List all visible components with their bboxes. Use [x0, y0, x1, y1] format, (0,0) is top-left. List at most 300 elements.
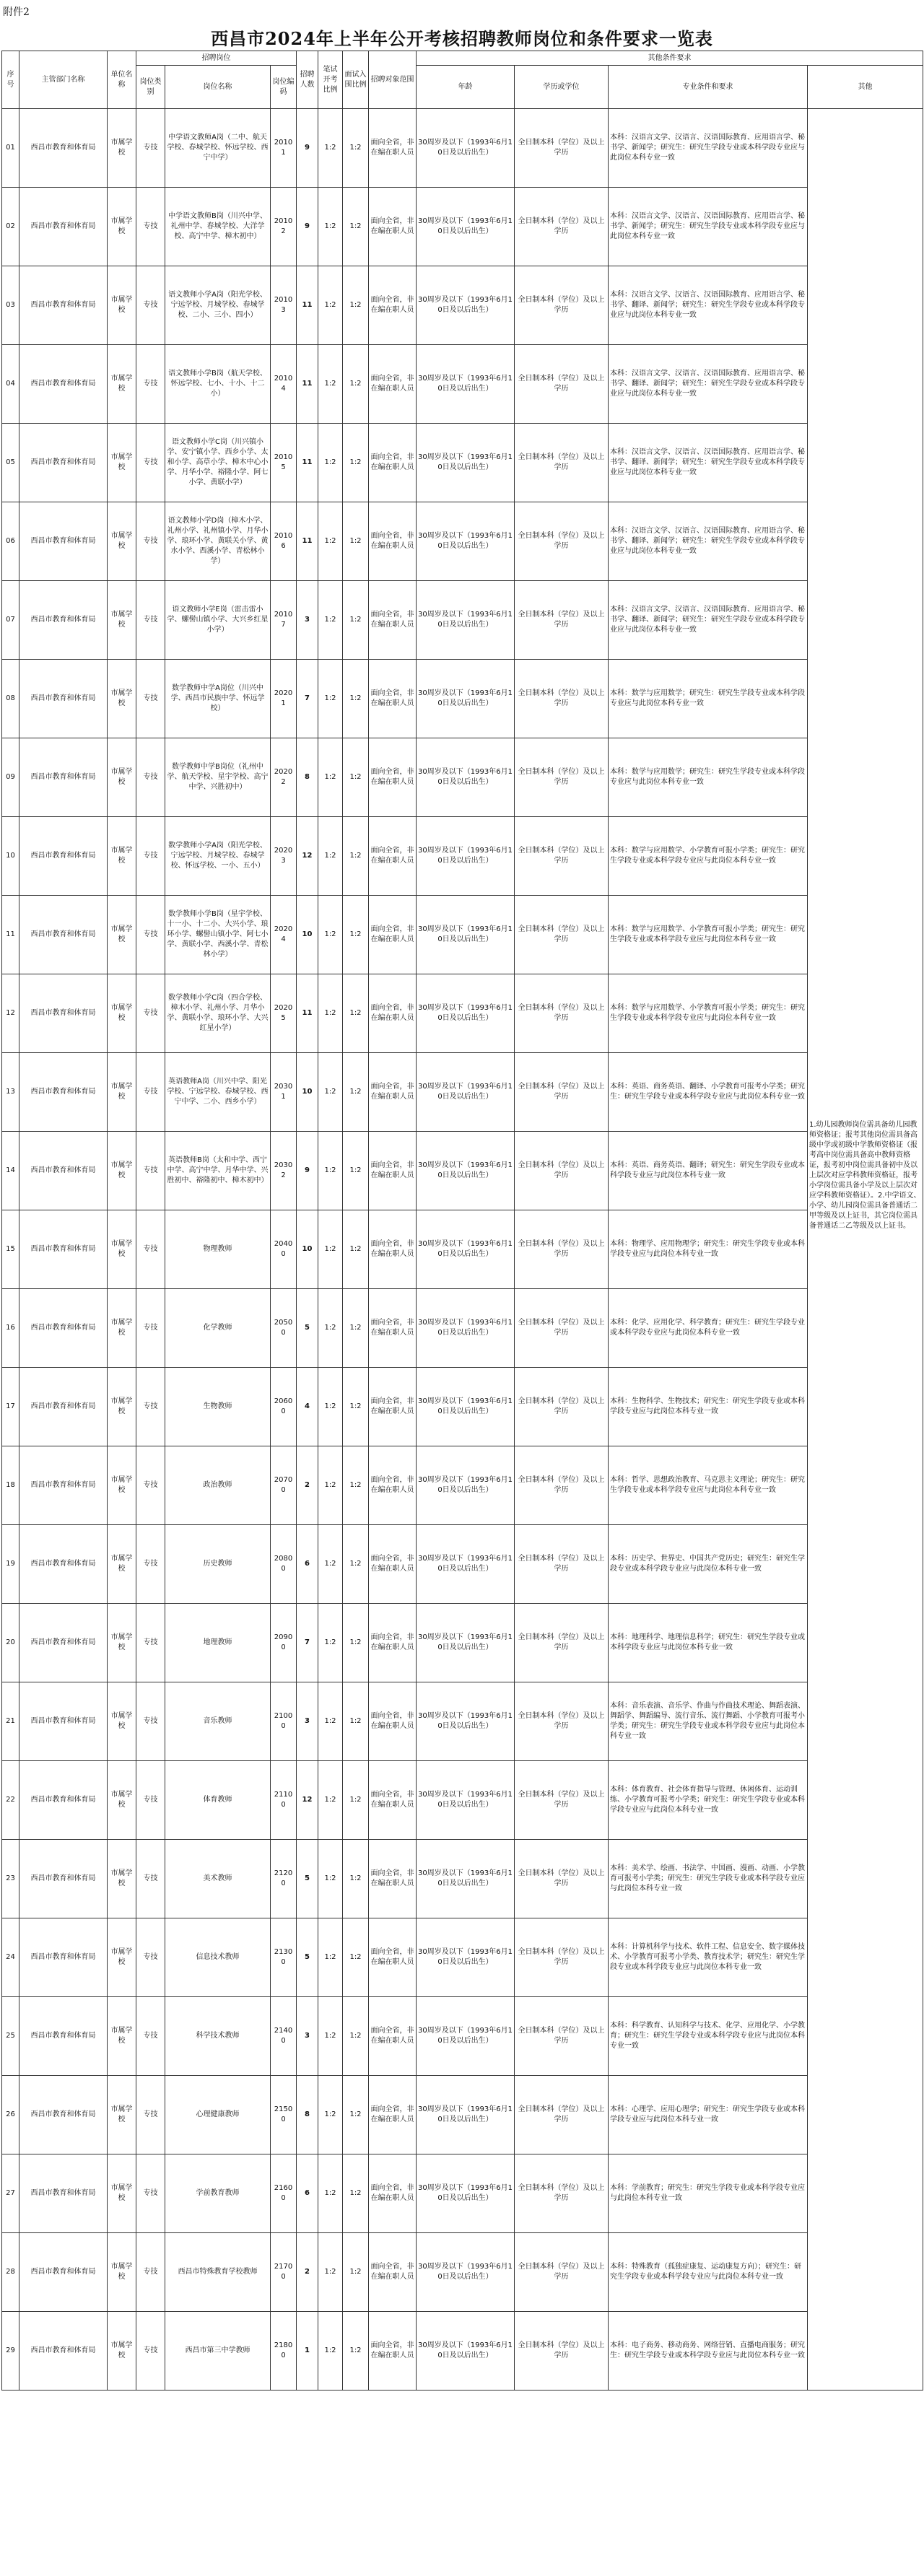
table-row	[2, 188, 923, 266]
cell-written-ratio: 1:2	[318, 2076, 343, 2154]
cell-education: 全日制本科（学位）及以上学历	[515, 109, 609, 188]
cell-recruit-count: 5	[297, 1918, 318, 1997]
cell-unit: 市属学校	[108, 1132, 136, 1210]
cell-interview-ratio: 1:2	[343, 581, 369, 660]
cell-dept: 西昌市教育和体育局	[19, 1840, 108, 1918]
cell-unit: 市属学校	[108, 1840, 136, 1918]
cell-interview-ratio: 1:2	[343, 1840, 369, 1918]
cell-recruit-count: 3	[297, 1997, 318, 2076]
cell-seq: 16	[2, 1289, 19, 1368]
cell-age: 30周岁及以下（1993年6月10日及以后出生）	[417, 1210, 515, 1289]
cell-major: 本科：特殊教育（孤独症康复、运动康复方向）；研究生：研究生学段专业或本科学段专业应与此岗位本科专业一致	[609, 2233, 808, 2312]
cell-dept: 西昌市教育和体育局	[19, 1525, 108, 1604]
cell-major: 本科：数学与应用数学；研究生：研究生学段专业或本科学段专业应与此岗位本科专业一致	[609, 660, 808, 738]
cell-target: 面向全省，非在编在职人员	[369, 581, 417, 660]
cell-major: 本科：汉语言文学、汉语言、汉语国际教育、应用语言学、秘书学、翻译、新闻学；研究生：研究生学段专业或本科学段专业应与此岗位本科专业一致	[609, 581, 808, 660]
cell-education: 全日制本科（学位）及以上学历	[515, 1997, 609, 2076]
cell-interview-ratio: 1:2	[343, 188, 369, 266]
cell-dept: 西昌市教育和体育局	[19, 2233, 108, 2312]
cell-seq: 01	[2, 109, 19, 188]
cell-unit: 市属学校	[108, 1053, 136, 1132]
cell-target: 面向全省，非在编在职人员	[369, 660, 417, 738]
cell-written-ratio: 1:2	[318, 345, 343, 424]
cell-seq: 17	[2, 1368, 19, 1446]
table-row	[2, 1446, 923, 1525]
cell-recruit-count: 9	[297, 109, 318, 188]
cell-dept: 西昌市教育和体育局	[19, 2154, 108, 2233]
table-row	[2, 1840, 923, 1918]
cell-post-code: 20104	[271, 345, 297, 424]
cell-age: 30周岁及以下（1993年6月10日及以后出生）	[417, 2154, 515, 2233]
cell-recruit-count: 6	[297, 2154, 318, 2233]
cell-post-name: 数学教师中学B岗位（礼州中学、航天学校、星宇学校、高宁中学、兴胜初中）	[165, 738, 271, 817]
cell-unit: 市属学校	[108, 1604, 136, 1682]
cell-post-name: 科学技术教师	[165, 1997, 271, 2076]
cell-unit: 市属学校	[108, 1761, 136, 1840]
cell-seq: 14	[2, 1132, 19, 1210]
cell-written-ratio: 1:2	[318, 974, 343, 1053]
table-row	[2, 896, 923, 974]
cell-education: 全日制本科（学位）及以上学历	[515, 1682, 609, 1761]
cell-major: 本科：生物科学、生物技术；研究生：研究生学段专业或本科学段专业应与此岗位本科专业一致	[609, 1368, 808, 1446]
cell-post-category: 专技	[136, 266, 165, 345]
cell-unit: 市属学校	[108, 1997, 136, 2076]
cell-unit: 市属学校	[108, 1525, 136, 1604]
cell-unit: 市属学校	[108, 109, 136, 188]
cell-major: 本科：哲学、思想政治教育、马克思主义理论；研究生：研究生学段专业或本科学段专业应与此岗位本科专业一致	[609, 1446, 808, 1525]
table-row	[2, 424, 923, 502]
cell-target: 面向全省，非在编在职人员	[369, 345, 417, 424]
cell-post-category: 专技	[136, 1053, 165, 1132]
cell-seq: 07	[2, 581, 19, 660]
cell-unit: 市属学校	[108, 266, 136, 345]
table-row	[2, 1997, 923, 2076]
cell-seq: 25	[2, 1997, 19, 2076]
cell-interview-ratio: 1:2	[343, 502, 369, 581]
cell-recruit-count: 11	[297, 266, 318, 345]
cell-education: 全日制本科（学位）及以上学历	[515, 2312, 609, 2391]
table-row	[2, 660, 923, 738]
header-dept: 主管部门名称	[19, 51, 108, 109]
cell-age: 30周岁及以下（1993年6月10日及以后出生）	[417, 581, 515, 660]
cell-written-ratio: 1:2	[318, 2233, 343, 2312]
cell-post-category: 专技	[136, 2076, 165, 2154]
table-row	[2, 817, 923, 896]
cell-dept: 西昌市教育和体育局	[19, 345, 108, 424]
cell-post-name: 美术教师	[165, 1840, 271, 1918]
cell-unit: 市属学校	[108, 581, 136, 660]
cell-post-name: 语文教师小学A岗（阳光学校、宁远学校、月城学校、春城学校、二小、三小、四小）	[165, 266, 271, 345]
cell-education: 全日制本科（学位）及以上学历	[515, 738, 609, 817]
cell-age: 30周岁及以下（1993年6月10日及以后出生）	[417, 1997, 515, 2076]
cell-recruit-count: 5	[297, 1289, 318, 1368]
cell-post-code: 21300	[271, 1918, 297, 1997]
cell-education: 全日制本科（学位）及以上学历	[515, 1604, 609, 1682]
cell-dept: 西昌市教育和体育局	[19, 188, 108, 266]
cell-major: 本科：英语、商务英语、翻译、小学教育可报考小学类；研究生：研究生学段专业或本科学段专业应与此岗位本科专业一致	[609, 1053, 808, 1132]
cell-target: 面向全省，非在编在职人员	[369, 424, 417, 502]
header-others: 其他	[808, 66, 923, 109]
cell-written-ratio: 1:2	[318, 1997, 343, 2076]
cell-written-ratio: 1:2	[318, 581, 343, 660]
cell-major: 本科：汉语言文学、汉语言、汉语国际教育、应用语言学、秘书学、新闻学；研究生：研究生学段专业或本科学段专业应与此岗位本科专业一致	[609, 109, 808, 188]
cell-seq: 15	[2, 1210, 19, 1289]
cell-dept: 西昌市教育和体育局	[19, 1761, 108, 1840]
cell-recruit-count: 12	[297, 1761, 318, 1840]
cell-unit: 市属学校	[108, 974, 136, 1053]
cell-dept: 西昌市教育和体育局	[19, 817, 108, 896]
cell-post-name: 数学教师小学B岗（星宇学校、十一小、十二小、大兴小学、琅环小学、螺髻山镇小学、阿七小学、黄联小学、西溪小学、青松林小学）	[165, 896, 271, 974]
cell-major: 本科：地理科学、地理信息科学；研究生：研究生学段专业或本科学段专业应与此岗位本科专业一致	[609, 1604, 808, 1682]
table-row	[2, 109, 923, 188]
cell-recruit-count: 11	[297, 974, 318, 1053]
cell-written-ratio: 1:2	[318, 1132, 343, 1210]
cell-seq: 22	[2, 1761, 19, 1840]
cell-post-code: 21000	[271, 1682, 297, 1761]
cell-interview-ratio: 1:2	[343, 1368, 369, 1446]
cell-recruit-count: 9	[297, 1132, 318, 1210]
cell-target: 面向全省，非在编在职人员	[369, 1525, 417, 1604]
cell-post-code: 20105	[271, 424, 297, 502]
cell-post-category: 专技	[136, 817, 165, 896]
cell-recruit-count: 10	[297, 896, 318, 974]
cell-target: 面向全省，非在编在职人员	[369, 2154, 417, 2233]
cell-dept: 西昌市教育和体育局	[19, 1446, 108, 1525]
cell-age: 30周岁及以下（1993年6月10日及以后出生）	[417, 2076, 515, 2154]
cell-target: 面向全省，非在编在职人员	[369, 266, 417, 345]
cell-unit: 市属学校	[108, 2233, 136, 2312]
cell-recruit-count: 9	[297, 188, 318, 266]
cell-target: 面向全省，非在编在职人员	[369, 1289, 417, 1368]
cell-post-code: 20201	[271, 660, 297, 738]
cell-seq: 03	[2, 266, 19, 345]
cell-age: 30周岁及以下（1993年6月10日及以后出生）	[417, 1840, 515, 1918]
cell-age: 30周岁及以下（1993年6月10日及以后出生）	[417, 660, 515, 738]
cell-seq: 09	[2, 738, 19, 817]
cell-post-code: 20900	[271, 1604, 297, 1682]
cell-dept: 西昌市教育和体育局	[19, 1053, 108, 1132]
attachment-label: 附件2	[3, 6, 30, 18]
cell-interview-ratio: 1:2	[343, 1210, 369, 1289]
cell-post-code: 20205	[271, 974, 297, 1053]
cell-dept: 西昌市教育和体育局	[19, 266, 108, 345]
cell-interview-ratio: 1:2	[343, 1053, 369, 1132]
cell-post-name: 地理教师	[165, 1604, 271, 1682]
cell-post-name: 语文教师小学C岗（川兴镇小学、安宁镇小学、西乡小学、太和小学、高草小学、樟木中心小学、月华小学、裕隆小学、阿七小学、黄联小学）	[165, 424, 271, 502]
cell-education: 全日制本科（学位）及以上学历	[515, 1289, 609, 1368]
cell-post-category: 专技	[136, 1368, 165, 1446]
table-row	[2, 1289, 923, 1368]
cell-interview-ratio: 1:2	[343, 424, 369, 502]
cell-post-category: 专技	[136, 502, 165, 581]
cell-post-name: 语文教师小学E岗（雷击雷小学、螺髻山镇小学、大兴乡红星小学）	[165, 581, 271, 660]
table-row	[2, 1525, 923, 1604]
cell-recruit-count: 10	[297, 1053, 318, 1132]
cell-major: 本科：科学教育、认知科学与技术、化学、应用化学、小学教育；研究生：研究生学段专业或本科学段专业应与此岗位本科专业一致	[609, 1997, 808, 2076]
cell-unit: 市属学校	[108, 188, 136, 266]
cell-written-ratio: 1:2	[318, 266, 343, 345]
cell-unit: 市属学校	[108, 1210, 136, 1289]
header-post-code: 岗位编码	[271, 66, 297, 109]
cell-age: 30周岁及以下（1993年6月10日及以后出生）	[417, 2312, 515, 2391]
cell-target: 面向全省，非在编在职人员	[369, 502, 417, 581]
cell-target: 面向全省，非在编在职人员	[369, 2076, 417, 2154]
cell-target: 面向全省，非在编在职人员	[369, 817, 417, 896]
cell-post-code: 21400	[271, 1997, 297, 2076]
cell-post-name: 历史教师	[165, 1525, 271, 1604]
cell-target: 面向全省，非在编在职人员	[369, 1210, 417, 1289]
cell-dept: 西昌市教育和体育局	[19, 424, 108, 502]
cell-seq: 19	[2, 1525, 19, 1604]
cell-post-name: 数学教师小学A岗（阳光学校、宁远学校、月城学校、春城学校、怀远学校、一小、五小）	[165, 817, 271, 896]
cell-major: 本科：历史学、世界史、中国共产党历史；研究生：研究生学段专业或本科学段专业应与此岗位本科专业一致	[609, 1525, 808, 1604]
cell-age: 30周岁及以下（1993年6月10日及以后出生）	[417, 266, 515, 345]
cell-post-category: 专技	[136, 1525, 165, 1604]
cell-post-category: 专技	[136, 2233, 165, 2312]
cell-dept: 西昌市教育和体育局	[19, 738, 108, 817]
header-education: 学历或学位	[515, 66, 609, 109]
cell-written-ratio: 1:2	[318, 1210, 343, 1289]
cell-dept: 西昌市教育和体育局	[19, 581, 108, 660]
cell-education: 全日制本科（学位）及以上学历	[515, 974, 609, 1053]
header-unit: 单位名称	[108, 51, 136, 109]
cell-post-category: 专技	[136, 345, 165, 424]
cell-target: 面向全省，非在编在职人员	[369, 1997, 417, 2076]
cell-post-name: 音乐教师	[165, 1682, 271, 1761]
cell-post-code: 21700	[271, 2233, 297, 2312]
cell-post-category: 专技	[136, 1210, 165, 1289]
cell-dept: 西昌市教育和体育局	[19, 109, 108, 188]
cell-post-name: 心理健康教师	[165, 2076, 271, 2154]
cell-post-code: 20202	[271, 738, 297, 817]
cell-seq: 27	[2, 2154, 19, 2233]
cell-post-name: 体育教师	[165, 1761, 271, 1840]
cell-target: 面向全省，非在编在职人员	[369, 109, 417, 188]
cell-education: 全日制本科（学位）及以上学历	[515, 1525, 609, 1604]
cell-post-name: 英语教师A岗（川兴中学、阳光学校、宁远学校、春城学校、西宁中学、二小、西乡小学）	[165, 1053, 271, 1132]
cell-unit: 市属学校	[108, 817, 136, 896]
cell-seq: 20	[2, 1604, 19, 1682]
cell-target: 面向全省，非在编在职人员	[369, 974, 417, 1053]
cell-education: 全日制本科（学位）及以上学历	[515, 2154, 609, 2233]
cell-major: 本科：美术学、绘画、书法学、中国画、漫画、动画、小学教育可报考小学类；研究生：研究生学段专业或本科学段专业应与此岗位本科专业一致	[609, 1840, 808, 1918]
table-row	[2, 738, 923, 817]
cell-seq: 02	[2, 188, 19, 266]
cell-seq: 23	[2, 1840, 19, 1918]
cell-interview-ratio: 1:2	[343, 1604, 369, 1682]
cell-post-code: 20106	[271, 502, 297, 581]
cell-age: 30周岁及以下（1993年6月10日及以后出生）	[417, 1368, 515, 1446]
cell-target: 面向全省，非在编在职人员	[369, 1840, 417, 1918]
cell-written-ratio: 1:2	[318, 1446, 343, 1525]
cell-seq: 13	[2, 1053, 19, 1132]
cell-dept: 西昌市教育和体育局	[19, 660, 108, 738]
cell-post-category: 专技	[136, 738, 165, 817]
cell-post-name: 中学语文教师A岗（二中、航天学校、春城学校、怀远学校、西宁中学）	[165, 109, 271, 188]
cell-post-category: 专技	[136, 660, 165, 738]
cell-written-ratio: 1:2	[318, 1604, 343, 1682]
cell-post-category: 专技	[136, 188, 165, 266]
cell-seq: 18	[2, 1446, 19, 1525]
cell-dept: 西昌市教育和体育局	[19, 2076, 108, 2154]
cell-target: 面向全省，非在编在职人员	[369, 1368, 417, 1446]
cell-interview-ratio: 1:2	[343, 2076, 369, 2154]
table-row	[2, 266, 923, 345]
cell-age: 30周岁及以下（1993年6月10日及以后出生）	[417, 817, 515, 896]
cell-post-category: 专技	[136, 2154, 165, 2233]
cell-education: 全日制本科（学位）及以上学历	[515, 502, 609, 581]
cell-post-name: 英语教师B岗（太和中学、西宁中学、高宁中学、月华中学、兴胜初中、裕隆初中、樟木初中）	[165, 1132, 271, 1210]
cell-education: 全日制本科（学位）及以上学历	[515, 188, 609, 266]
cell-written-ratio: 1:2	[318, 109, 343, 188]
cell-written-ratio: 1:2	[318, 738, 343, 817]
cell-written-ratio: 1:2	[318, 1053, 343, 1132]
cell-seq: 26	[2, 2076, 19, 2154]
cell-written-ratio: 1:2	[318, 1368, 343, 1446]
cell-unit: 市属学校	[108, 1368, 136, 1446]
cell-age: 30周岁及以下（1993年6月10日及以后出生）	[417, 1761, 515, 1840]
cell-unit: 市属学校	[108, 2154, 136, 2233]
cell-written-ratio: 1:2	[318, 2312, 343, 2391]
cell-post-name: 语文教师小学D岗（樟木小学、礼州小学、礼州镇小学、月华小学、琅环小学、黄联关小学、黄水小学、西溪小学、青松林小学）	[165, 502, 271, 581]
cell-post-code: 20400	[271, 1210, 297, 1289]
cell-post-category: 专技	[136, 1997, 165, 2076]
cell-education: 全日制本科（学位）及以上学历	[515, 1918, 609, 1997]
cell-written-ratio: 1:2	[318, 1525, 343, 1604]
cell-post-name: 中学语文教师B岗（川兴中学、礼州中学、春城学校、大洋学校、高宁中学、樟木初中）	[165, 188, 271, 266]
cell-recruit-count: 11	[297, 424, 318, 502]
cell-interview-ratio: 1:2	[343, 1525, 369, 1604]
cell-major: 本科：数学与应用数学；研究生：研究生学段专业或本科学段专业应与此岗位本科专业一致	[609, 738, 808, 817]
cell-post-category: 专技	[136, 974, 165, 1053]
cell-post-category: 专技	[136, 109, 165, 188]
cell-post-name: 物理教师	[165, 1210, 271, 1289]
cell-post-category: 专技	[136, 1446, 165, 1525]
cell-age: 30周岁及以下（1993年6月10日及以后出生）	[417, 2233, 515, 2312]
cell-post-name: 化学教师	[165, 1289, 271, 1368]
cell-post-name: 数学教师小学C岗（四合学校、樟木小学、礼州小学、月华小学、黄联小学、琅环小学、大兴红星小学）	[165, 974, 271, 1053]
table-row	[2, 1053, 923, 1132]
other-note-text: 1.幼儿园教师岗位需具备幼儿园教师资格证；报考其他岗位需具备高级中学或初级中学教师资格证（报考高中岗位需具备高中教师资格证，报考初中岗位需具备初中及以上层次对应学科教师资格证，报考小学岗位需具备小学及以上层次对应学科教师资格证）。2.中学语文、小学、幼儿园岗位需具备普通话二甲等级及以上证书，其它岗位需具备普通话二乙等级及以上证书。	[809, 1121, 921, 1230]
table-row	[2, 1761, 923, 1840]
cell-dept: 西昌市教育和体育局	[19, 1682, 108, 1761]
cell-seq: 08	[2, 660, 19, 738]
header-post-name: 岗位名称	[165, 66, 271, 109]
cell-interview-ratio: 1:2	[343, 660, 369, 738]
cell-post-code: 20600	[271, 1368, 297, 1446]
cell-interview-ratio: 1:2	[343, 1289, 369, 1368]
cell-recruit-count: 4	[297, 1368, 318, 1446]
table-row	[2, 1918, 923, 1997]
cell-education: 全日制本科（学位）及以上学历	[515, 1446, 609, 1525]
cell-age: 30周岁及以下（1993年6月10日及以后出生）	[417, 188, 515, 266]
cell-major: 本科：汉语言文学、汉语言、汉语国际教育、应用语言学、秘书学、新闻学；研究生：研究生学段专业或本科学段专业应与此岗位本科专业一致	[609, 188, 808, 266]
cell-seq: 28	[2, 2233, 19, 2312]
table-row	[2, 2233, 923, 2312]
cell-post-category: 专技	[136, 1604, 165, 1682]
cell-seq: 21	[2, 1682, 19, 1761]
cell-age: 30周岁及以下（1993年6月10日及以后出生）	[417, 1289, 515, 1368]
cell-target: 面向全省，非在编在职人员	[369, 188, 417, 266]
table-row	[2, 502, 923, 581]
cell-target: 面向全省，非在编在职人员	[369, 896, 417, 974]
table-row	[2, 2076, 923, 2154]
cell-major: 本科：体育教育、社会体育指导与管理、休闲体育、运动训练、小学教育可报考小学类；研究生：研究生学段专业或本科学段专业应与此岗位本科专业一致	[609, 1761, 808, 1840]
cell-unit: 市属学校	[108, 1289, 136, 1368]
cell-interview-ratio: 1:2	[343, 1997, 369, 2076]
cell-target: 面向全省，非在编在职人员	[369, 1053, 417, 1132]
cell-interview-ratio: 1:2	[343, 974, 369, 1053]
cell-unit: 市属学校	[108, 1446, 136, 1525]
cell-major: 本科：音乐表演、音乐学、作曲与作曲技术理论、舞蹈表演、舞蹈学、舞蹈编导、流行音乐、流行舞蹈、小学教育可报考小学类；研究生：研究生学段专业或本科学段专业应与此岗位本科专业一致	[609, 1682, 808, 1761]
cell-post-code: 20500	[271, 1289, 297, 1368]
cell-major: 本科：计算机科学与技术、软件工程、信息安全、数字媒体技术、小学教育可报考小学类、教育技术学；研究生：研究生学段专业或本科学段专业应与此岗位本科专业一致	[609, 1918, 808, 1997]
cell-post-category: 专技	[136, 1132, 165, 1210]
cell-written-ratio: 1:2	[318, 817, 343, 896]
cell-education: 全日制本科（学位）及以上学历	[515, 817, 609, 896]
header-recruit-count: 招聘人数	[297, 51, 318, 109]
cell-written-ratio: 1:2	[318, 1840, 343, 1918]
cell-major: 本科：数学与应用数学、小学教育可报小学类；研究生：研究生学段专业或本科学段专业应与此岗位本科专业一致	[609, 817, 808, 896]
table-row	[2, 345, 923, 424]
cell-major: 本科：数学与应用数学、小学教育可报小学类；研究生：研究生学段专业或本科学段专业应与此岗位本科专业一致	[609, 896, 808, 974]
cell-education: 全日制本科（学位）及以上学历	[515, 2076, 609, 2154]
cell-post-code: 20107	[271, 581, 297, 660]
cell-recruit-count: 3	[297, 581, 318, 660]
cell-interview-ratio: 1:2	[343, 2233, 369, 2312]
cell-education: 全日制本科（学位）及以上学历	[515, 896, 609, 974]
cell-recruit-count: 1	[297, 2312, 318, 2391]
cell-post-code: 20700	[271, 1446, 297, 1525]
cell-age: 30周岁及以下（1993年6月10日及以后出生）	[417, 345, 515, 424]
cell-age: 30周岁及以下（1993年6月10日及以后出生）	[417, 1682, 515, 1761]
cell-unit: 市属学校	[108, 896, 136, 974]
cell-dept: 西昌市教育和体育局	[19, 1604, 108, 1682]
cell-major: 本科：英语、商务英语、翻译；研究生：研究生学段专业或本科学段专业应与此岗位本科专业一致	[609, 1132, 808, 1210]
table-body	[2, 109, 923, 2391]
cell-age: 30周岁及以下（1993年6月10日及以后出生）	[417, 502, 515, 581]
cell-post-name: 数学教师中学A岗位（川兴中学、西昌市民族中学、怀远学校）	[165, 660, 271, 738]
cell-recruit-count: 3	[297, 1682, 318, 1761]
cell-major: 本科：汉语言文学、汉语言、汉语国际教育、应用语言学、秘书学、翻译、新闻学；研究生：研究生学段专业或本科学段专业应与此岗位本科专业一致	[609, 266, 808, 345]
cell-post-category: 专技	[136, 896, 165, 974]
cell-unit: 市属学校	[108, 2312, 136, 2391]
cell-age: 30周岁及以下（1993年6月10日及以后出生）	[417, 109, 515, 188]
cell-age: 30周岁及以下（1993年6月10日及以后出生）	[417, 424, 515, 502]
cell-seq: 11	[2, 896, 19, 974]
cell-unit: 市属学校	[108, 1682, 136, 1761]
cell-post-code: 21200	[271, 1840, 297, 1918]
cell-interview-ratio: 1:2	[343, 2154, 369, 2233]
cell-seq: 06	[2, 502, 19, 581]
cell-recruit-count: 8	[297, 2076, 318, 2154]
cell-post-category: 专技	[136, 1761, 165, 1840]
cell-seq: 29	[2, 2312, 19, 2391]
cell-post-code: 21800	[271, 2312, 297, 2391]
table-row	[2, 2312, 923, 2391]
cell-education: 全日制本科（学位）及以上学历	[515, 581, 609, 660]
cell-target: 面向全省，非在编在职人员	[369, 1761, 417, 1840]
cell-education: 全日制本科（学位）及以上学历	[515, 1132, 609, 1210]
cell-unit: 市属学校	[108, 660, 136, 738]
cell-major: 本科：物理学、应用物理学；研究生：研究生学段专业或本科学段专业应与此岗位本科专业一致	[609, 1210, 808, 1289]
cell-unit: 市属学校	[108, 502, 136, 581]
cell-education: 全日制本科（学位）及以上学历	[515, 660, 609, 738]
cell-target: 面向全省，非在编在职人员	[369, 1918, 417, 1997]
cell-post-category: 专技	[136, 581, 165, 660]
cell-age: 30周岁及以下（1993年6月10日及以后出生）	[417, 1053, 515, 1132]
cell-post-code: 21500	[271, 2076, 297, 2154]
